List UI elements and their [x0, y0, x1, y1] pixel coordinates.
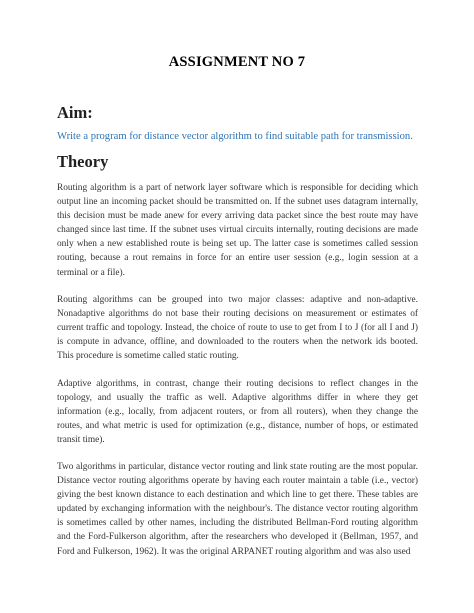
paragraph-distance-vector: Two algorithms in particular, distance vector routing and link state routing are the most popular. Distance vector routing algorithms operate by having each router maintain a table (i.e., vector) giving the best known distance to each destination and which line to get there. These tables are updated by exchanging information with the neighbour's. The distance vector routing algorithm is sometimes called by other names, including the distributed Bellman-Ford routing algorithm and the Ford-Fulkerson algorithm, after the researchers who developed it (Bellman, 1957, and Ford and Fulkerson, 1962). It was the original ARPANET routing algorithm and was also used [57, 462, 418, 557]
paragraph-adaptive-algorithms: Adaptive algorithms, in contrast, change their routing decisions to reflect changes in the topology, and usually the traffic as well. Adaptive algorithms differ in where they get information (e.g., locally, from adjacent routers, or from all routers), when they change the routes, and what metric is used for optimization (e.g., distance, number of hops, or estimated transit time). [57, 379, 418, 446]
paragraph-routing-classes: Routing algorithms can be grouped into two major classes: adaptive and non-adaptive. Nonadaptive algorithms do not base their routing decisions on measurement or estimates of current traffic and topology. Instead, the choice of route to use to get from I to J (for all I and J) is compute in advance, offline, and downloaded to the routers when the network ids booted. This procedure is sometime called static routing. [57, 295, 418, 362]
page-title: ASSIGNMENT NO 7 [168, 54, 306, 70]
aim-text: Write a program for distance vector algorithm to find suitable path for transmission. [57, 131, 413, 142]
paragraph-routing-algorithm: Routing algorithm is a part of network layer software which is responsible for deciding which output line an incoming packet should be transmitted on. If the subnet uses datagram internally, this decision must be made anew for every arriving data packet since the best route may have changed since last time. If the subnet uses virtual circuits internally, routing decisions are made only when a new established route is being set up. The latter case is sometimes called session routing, because a rout remains in force for an entire user session (e.g., login session at a terminal or a file). [57, 183, 418, 278]
aim-heading: Aim: [57, 103, 93, 122]
theory-heading: Theory [57, 152, 109, 171]
